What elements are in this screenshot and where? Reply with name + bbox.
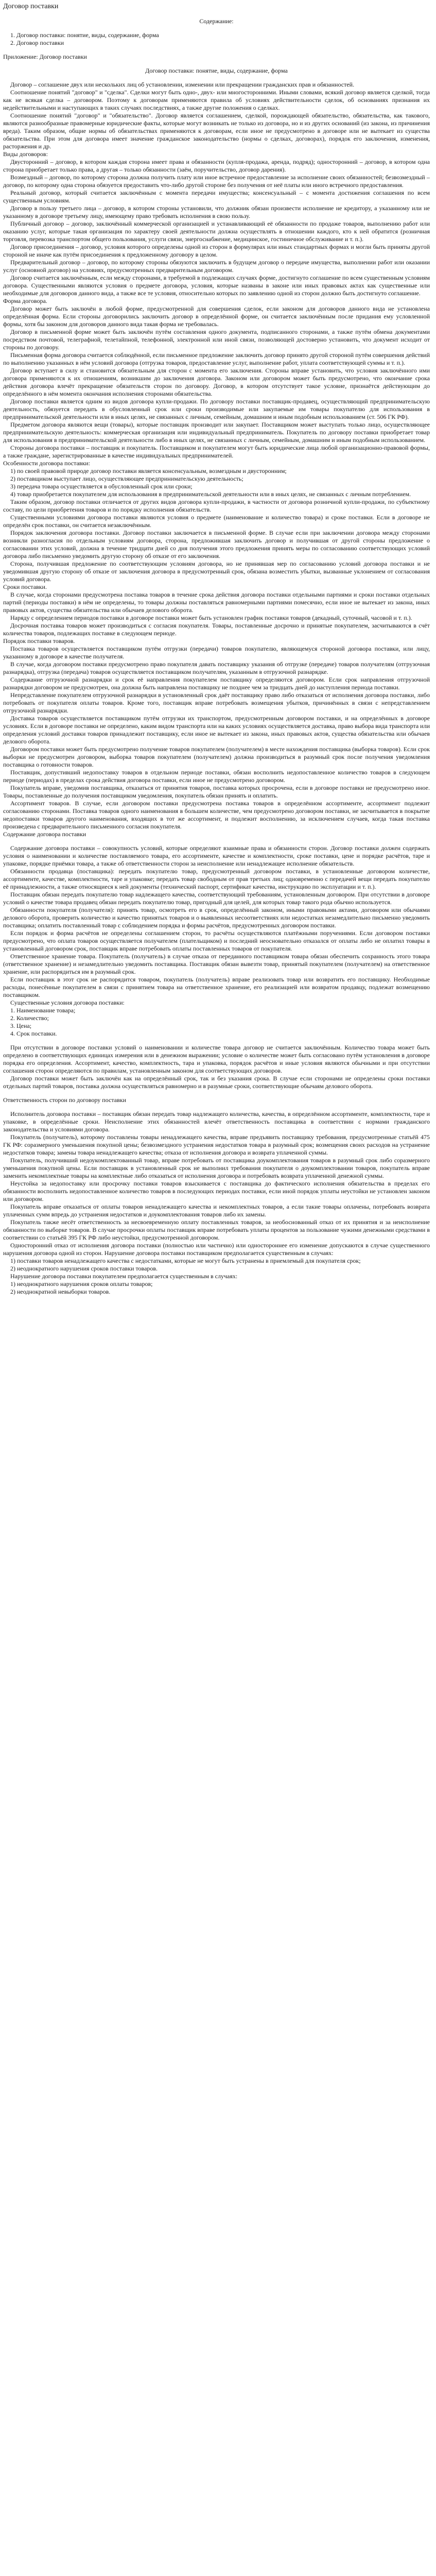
document-paragraph: В случае, когда договором поставки предусмотрено право покупателя давать поставщику указания об отгрузке (передаче) товаров получателям (отгрузочная разнарядка), отгрузка (передача) товаров осуществляется поставщиком получателям, указанным в отгрузочной разнарядке. [3,660,431,675]
document-paragraph: Покупатель также несёт ответственность за несвоевременную оплату поставленных товаров, за необоснованный отказ от их принятия и за неисполнение обязанности по выборке товаров. В случае просрочки оплаты поставщик вправе потребовать уплаты процентов за пользование чужими денежными средствами в соответствии со статьёй 395 ГК РФ либо неустойки, предусмотренной договором. [3,1218,431,1241]
document-paragraph: Особенности договора поставки: [3,460,91,467]
document-paragraph: Соотношение понятий "договор" и "сделка". Сделки могут быть одно-, двух- или многосторонними. Иными словами, всякий договор является сделкой, тогда как не всякая сделка – договором. Поэтому к договорам применяются правила об условиях действительности сделок, об основаниях признания их недействительными и наступающих в таких случаях последствиях, а также другие положения о сделках. [3,89,431,111]
document-paragraph: Виды договоров: [3,150,48,158]
document-paragraph: 1) неоднократного нарушения сроков оплаты товаров; [10,1280,153,1287]
document-paragraph: Ответственность сторон по договору поставки [3,1096,126,1104]
document-paragraph: Договор в пользу третьего лица – договор, в котором стороны установили, что должник обязан произвести исполнение не кредитору, а указанному или не указанному в договоре третьему лицу, имеющему право требовать исполнения в свою пользу. [3,205,431,219]
document-paragraph: Договор в письменной форме может быть заключён путём составления одного документа, подписанного сторонами, а также путём обмена документами посредством почтовой, телеграфной, телетайпной, телефонной, электронной или иной связи, позволяющей достоверно установить, что документ исходит от стороны по договору. [3,328,431,351]
document-paragraph: Ассортимент товаров. В случае, если договором поставки предусмотрена поставка товаров в определённом ассортименте, ассортимент подлежит согласованию сторонами. Поставка товаров одного наименования в большем количестве, чем предусмотрено договором поставки, не засчитывается в покрытие недопоставки товаров другого наименования, входящих в тот же ассортимент, и подлежит восполнению, за исключением случаев, когда такая поставка произведена с предварительного письменного согласия покупателя. [3,800,431,830]
document-paragraph: 1) поставки товаров ненадлежащего качества с недостатками, которые не могут быть устранены в приемлемый для покупателя срок; [10,1257,361,1264]
document-paragraph: Непредставление покупателем отгрузочной разнарядки в установленный срок даёт поставщику право либо отказаться от исполнения договора поставки, либо потребовать от покупателя оплаты товаров. Кроме того, поставщик вправе потребовать возмещения убытков, причинённых в связи с непредставлением отгрузочной разнарядки. [3,691,431,714]
document-paragraph: Покупатель вправе, уведомив поставщика, отказаться от принятия товаров, поставка которых просрочена, если в договоре поставки не предусмотрено иное. Товары, поставленные до получения поставщиком уведомления, покупатель обязан принять и оплатить. [3,784,431,799]
document-paragraph: Исполнитель договора поставки – поставщик обязан передать товар надлежащего количества, качества, в определённом ассортименте, комплектности, таре и упаковке, в определённые сроки. Неисполнение этих обязанностей влечёт ответственность поставщика в соответствии с нормами гражданского законодательства и условиями договора. [3,1110,431,1133]
document-paragraph: Доставка товаров осуществляется поставщиком путём отгрузки их транспортом, предусмотренным договором поставки, и на определённых в договоре условиях. Если в договоре поставки не определено, каким видом транспорта или на каких условиях осуществляется доставка, право выбора вида транспорта или определения условий доставки товаров принадлежит поставщику, если иное не вытекает из закона, иных правовых актов, существа обязательства или обычаев делового оборота. [3,715,431,745]
document-paragraph: Поставщик, допустивший недопоставку товаров в отдельном периоде поставки, обязан восполнить недопоставленное количество товаров в следующем периоде (периодах) в пределах срока действия договора поставки, если иное не предусмотрено договором. [3,769,431,784]
document-paragraph: В случае, когда сторонами предусмотрена поставка товаров в течение срока действия договора поставки отдельными партиями и сроки поставки отдельных партий (периоды поставки) в нём не определены, то товары должны поставляться равномерными партиями помесячно, если иное не вытекает из закона, иных правовых актов, существа обязательства или обычаев делового оборота. [3,591,431,614]
document-paragraph: Договор может быть заключён в любой форме, предусмотренной для совершения сделок, если законом для договоров данного вида не установлена определённая форма. Если стороны договорились заключить договор в определённой форме, он считается заключённым после придания ему условленной формы, хотя бы законом для договоров данного вида такая форма не требовалась. [3,305,431,328]
document-paragraph: Письменная форма договора считается соблюдённой, если письменное предложение заключить договор принято другой стороной путём совершения действий по выполнению указанных в нём условий договора (отгрузка товаров, предоставление услуг, выполнение работ, уплата соответствующей суммы и т. п.). [3,351,431,366]
document-paragraph: 4) товар приобретается покупателем для использования в предпринимательской деятельности или в иных целях, не связанных с личным потреблением. [10,490,411,498]
document-paragraph: Договором поставки может быть предусмотрено получение товаров покупателем (получателем) в месте нахождения поставщика (выборка товаров). Если срок выборки не предусмотрен договором, выборка товаров покупателем (получателем) должна производиться в разумный срок после получения уведомления поставщика о готовности товаров. [3,745,431,768]
document-paragraph: Таким образом, договор поставки отличается от других видов договора купли-продажи, в частности от договора розничной купли-продажи, по субъектному составу, по цели приобретения товаров и по порядку исполнения обязательств. [3,498,431,513]
document-paragraph: 2. Количество; [10,1014,49,1022]
document-paragraph: 1) по своей правовой природе договор поставки является консенсуальным, возмездным и двусторонним; [10,467,287,474]
document-paragraph: Если порядок и форма расчётов не определены соглашением сторон, то расчёты осуществляются платёжными поручениями. Если договором поставки предусмотрено, что оплата товаров осуществляется получателем (плательщиком) и последний неосновательно отказался от оплаты либо не оплатил товары в установленный договором срок, поставщик вправе потребовать оплаты поставленных товаров от покупателя. [3,929,431,952]
document-paragraph: Соотношение понятий "договор" и "обязательство". Договор является соглашением, сделкой, порождающей обязательство, обязательства, как такового, являются разнообразные правомерные юридические факты, которые могут возникать не только из договора, но и из других оснований (из закона, из причинения вреда). Таким образом, общие нормы об обязательствах применяются к договорам, если иное не предусмотрено в договоре или не вытекает из существа обязательства. При этом для договора имеет значение гражданское законодательство (нормы о сделках, договорах), порядок его заключения, изменения, расторжения и др. [3,112,431,150]
document-paragraph: Обязанности продавца (поставщика): передать покупателю товар, предусмотренный договором поставки, в установленные договором количестве, ассортименте, качестве, комплектности, таре и упаковке; передать товар свободным от прав третьих лиц; одновременно с передачей вещи передать покупателю её принадлежности, а также относящиеся к ней документы (технический паспорт, сертификат качества, инструкцию по эксплуатации и т. п.). [3,868,431,890]
document-paragraph: Наряду с определением периодов поставки в договоре поставки может быть установлен график поставки товаров (декадный, суточный, часовой и т. п.). [10,614,412,621]
document-paragraph: Договор поставки является одним из видов договора купли-продажи. По договору поставки поставщик-продавец, осуществляющий предпринимательскую деятельность, обязуется передать в обусловленный срок или сроки производимые или закупаемые им товары покупателю для использования в предпринимательской деятельности или в иных целях, не связанных с личным, семейным, домашним и иным подобным использованием (ст. 506 ГК РФ). [3,398,431,420]
document-paragraph: 2) поставщиком выступает лицо, осуществляющее предпринимательскую деятельность; [10,475,243,482]
document-paragraph: Договор – соглашение двух или нескольких лиц об установлении, изменении или прекращении гражданских прав и обязанностей. [10,81,355,88]
document-paragraph: Содержание отгрузочной разнарядки и срок её направления покупателем поставщику определяются договором. Если срок направления отгрузочной разнарядки договором не предусмотрен, она должна быть направлена поставщику не позднее чем за тридцать дней до наступления периода поставки. [3,676,431,691]
document-paragraph: Содержание: [199,18,234,25]
document-paragraph: Содержание договора поставки – совокупность условий, которые определяют взаимные права и обязанности сторон. Договор поставки должен содержать условия о наименовании и количестве поставляемого товара, его ассортименте, качестве и комплектности, сроке поставки, цене и порядке расчётов, таре и упаковке, порядке приёмки товара, а также об ответственности сторон за неисполнение или ненадлежащее исполнение обязательств. [3,844,431,867]
document-paragraph: Сторона, получившая предложение по соответствующим условиям договора, но не принявшая мер по согласованию условий договора поставки и не уведомившая другую сторону об отказе от заключения договора в предусмотренный срок, обязана возместить убытки, вызванные уклонением от согласования условий договора. [3,560,431,583]
document-paragraph: Существенные условия договора поставки: [10,999,125,1006]
document-paragraph: Покупатель, получивший недоукомплектованный товар, вправе потребовать от поставщика доукомплектования товаров в разумный срок либо соразмерного уменьшения покупной цены. Если поставщик в установленный срок не выполнил требования покупателя о доукомплектовании товаров, покупатель вправе заменить некомплектные товары на комплектные либо отказаться от исполнения договора и потребовать возврата уплаченной денежной суммы. [3,1157,431,1179]
document-paragraph: При отсутствии в договоре поставки условий о наименовании и количестве товара договор не считается заключённым. Количество товара может быть определено в соответствующих единицах измерения или в денежном выражении; условие о количестве может быть согласовано путём установления в договоре порядка его определения. Ассортимент, качество, комплектность, тара и упаковка, порядок расчётов и иные условия являются обычными и при отсутствии соглашения сторон определяются по правилам, установленным законом для соответствующих договоров. [3,1044,431,1074]
document-paragraph: Досрочная поставка товаров может производиться с согласия покупателя. Товары, поставленные досрочно и принятые покупателем, засчитываются в счёт количества товаров, подлежащих поставке в следующем периоде. [3,622,431,637]
document-paragraph: Обязанности покупателя (получателя): принять товар, осмотреть его в срок, определённый законом, иными правовыми актами, договором или обычаями делового оборота, проверить количество и качество принятых товаров и о выявленных несоответствиях или недостатках незамедлительно письменно уведомить поставщика; оплатить поставленный товар с соблюдением порядка и формы расчётов, предусмотренных договором поставки. [3,906,431,929]
document-paragraph: Договор поставки: понятие, виды, содержание, форма [145,67,288,74]
document-paragraph: Покупатель вправе отказаться от оплаты товаров ненадлежащего качества и некомплектных товаров, а если такие товары оплачены, потребовать возврата уплаченных сумм впредь до устранения недостатков и доукомплектования товаров либо их замены. [3,1203,431,1218]
document-paragraph: 2. Договор поставки [10,39,64,46]
document-paragraph: Стороны договора поставки – поставщик и покупатель. Поставщиком и покупателем могут быть юридические лица любой организационно-правовой формы, а также граждане, зарегистрированные в качестве индивидуальных предпринимателей. [3,444,431,459]
document-paragraph: 2) неоднократной невыборки товаров. [10,1288,111,1295]
document-paragraph: Если поставщик в этот срок не распорядится товаром, покупатель (получатель) вправе реализовать товар или возвратить его поставщику. Необходимые расходы, понесённые покупателем в связи с принятием товара на ответственное хранение, его реализацией или возвратом продавцу, подлежат возмещению поставщиком. [3,976,431,998]
document-paragraph: Сроки поставки. [3,583,47,590]
document-paragraph: Форма договора. [3,297,47,304]
document-paragraph: Двусторонний – договор, в котором каждая сторона имеет права и обязанности (купля-продажа, аренда, подряд); односторонний – договор, в котором одна сторона приобретает только права, а другая – только обязанности (заём, поручительство, договор дарения). [3,158,431,173]
document-paragraph: Порядок поставки товаров. [3,637,75,645]
document-paragraph: Ответственное хранение товара. Покупатель (получатель) в случае отказа от переданного поставщиком товара обязан обеспечить сохранность этого товара (ответственное хранение) и незамедлительно уведомить поставщика. Поставщик обязан вывезти товар, принятый покупателем (получателем) на ответственное хранение, или распорядиться им в разумный срок. [3,953,431,975]
document-paragraph: Предметом договора являются вещи (товары), которые поставщик производит или закупает. Поставщиком может выступать только лицо, осуществляющее предпринимательскую деятельность: коммерческая организация или индивидуальный предприниматель. Покупатель по договору поставки приобретает товар для использования в предпринимательской деятельности либо в иных целях, не связанных с личным, семейным, домашним и иным подобным использованием. [3,421,431,444]
document-paragraph: Договор присоединения – договор, условия которого определены одной из сторон в формулярах или иных стандартных формах и могли быть приняты другой стороной не иначе как путём присоединения к предложенному договору в целом. [3,243,431,258]
document-paragraph: Договор вступает в силу и становится обязательным для сторон с момента его заключения. Стороны вправе установить, что условия заключённого ими договора применяются к их отношениям, возникшим до заключения договора. Законом или договором может быть предусмотрено, что окончание срока действия договора влечёт прекращение обязательств сторон по договору. Договор, в котором отсутствует такое условие, признаётся действующим до определённого в нём момента окончания исполнения сторонами обязательства. [3,367,431,397]
document-paragraph: Возмездный – договор, по которому сторона должна получить плату или иное встречное предоставление за исполнение своих обязанностей; безвозмездный – договор, по которому одна сторона обязуется предоставить что-либо другой стороне без получения от неё платы или иного встречного предоставления. [3,174,431,189]
document-paragraph: Публичный договор – договор, заключённый коммерческой организацией и устанавливающий её обязанности по продаже товаров, выполнению работ или оказанию услуг, которые такая организация по характеру своей деятельности должна осуществлять в отношении каждого, кто к ней обратится (розничная торговля, перевозка транспортом общего пользования, услуги связи, энергоснабжение, медицинское, гостиничное обслуживание и т. п.). [3,220,431,243]
document-paragraph: 1. Наименование товара; [10,1007,76,1014]
document-paragraph: 3. Цена; [10,1022,32,1029]
document-blocks [3,18,430,1296]
document-paragraph: 4. Срок поставки. [10,1030,57,1037]
document-paragraph: Односторонний отказ от исполнения договора поставки (полностью или частично) или одностороннее его изменение допускаются в случае существенного нарушения договора одной из сторон. Нарушение договора поставки поставщиком предполагается существенным в случаях: [3,1242,431,1257]
document-paragraph: Существенными условиями договора поставки являются условия о предмете (наименование и количество товара) и сроке поставки. Если в договоре не определён срок поставки, он считается незаключённым. [3,514,431,529]
document-paragraph: Покупатель (получатель), которому поставлены товары ненадлежащего качества, вправе предъявить поставщику требования, предусмотренные статьёй 475 ГК РФ: соразмерного уменьшения покупной цены; безвозмездного устранения недостатков товара в разумный срок; возмещения своих расходов на устранение недостатков товара; замены товара ненадлежащего качества; отказа от исполнения договора и возврата уплаченной суммы. [3,1133,431,1156]
document-paragraph: Договор поставки может быть заключён как на определённый срок, так и без указания срока. В случае если сторонами не определены сроки поставки отдельных партий товаров, поставка должна осуществляться равномерно и в разумные сроки, соответствующие обычаям делового оборота. [3,1075,431,1090]
document-paragraph: Договор считается заключённым, если между сторонами, в требуемой в подлежащих случаях форме, достигнуто соглашение по всем существенным условиям договора. Существенными являются условия о предмете договора, условия, которые названы в законе или иных правовых актах как существенные или необходимые для договоров данного вида, а также все те условия, относительно которых по заявлению одной из сторон должно быть достигнуто соглашение. [3,274,431,297]
document-paragraph: Порядок заключения договора поставки. Договор поставки заключается в письменной форме. В случае если при заключении договора между сторонами возникли разногласия по отдельным условиям договора, сторона, предложившая заключить договор и получившая от другой стороны предложение о согласовании этих условий, должна в течение тридцати дней со дня получения этого предложения принять меры по согласованию соответствующих условий договора либо письменно уведомить другую сторону об отказе от его заключения. [3,529,431,560]
document-paragraph: Приложение: Договор поставки [3,53,87,60]
document-paragraph: Нарушение договора поставки покупателем предполагается существенным в случаях: [10,1273,238,1280]
document-paragraph: Поставщик обязан передать покупателю товар надлежащего качества, соответствующий требованиям, установленным договором. При отсутствии в договоре условий о качестве товара продавец обязан передать покупателю товар, пригодный для целей, для которых товар такого рода обычно используется. [3,891,431,906]
document-title: Договор поставки [3,3,59,10]
document-paragraph: 3) передача товара осуществляется в обусловленный срок или сроки; [10,483,193,490]
document-paragraph: 1. Договор поставки: понятие, виды, содержание, форма [10,31,159,39]
document-paragraph: Неустойка за недопоставку или просрочку поставки товаров взыскивается с поставщика до фактического исполнения обязательства в пределах его обязанности восполнить недопоставленное количество товаров в последующих периодах поставки, если иной порядок уплаты неустойки не установлен законом или договором. [3,1180,431,1202]
document-paragraph: Поставка товаров осуществляется поставщиком путём отгрузки (передачи) товаров покупателю, являющемуся стороной договора поставки, или лицу, указанному в договоре в качестве получателя. [3,645,431,660]
document-paragraph: 2) неоднократного нарушения сроков поставки товаров. [10,1265,158,1272]
document-paragraph: Содержание договора поставки [3,831,86,838]
document-paragraph: Предварительный договор – договор, по которому стороны обязуются заключить в будущем договор о передаче имущества, выполнении работ или оказании услуг (основной договор) на условиях, предусмотренных предварительным договором. [3,259,431,274]
document-paragraph: Реальный договор, который считается заключённым с момента передачи имущества; консенсуальный – с момента достижения соглашения по всем существенным условиям. [3,189,431,204]
